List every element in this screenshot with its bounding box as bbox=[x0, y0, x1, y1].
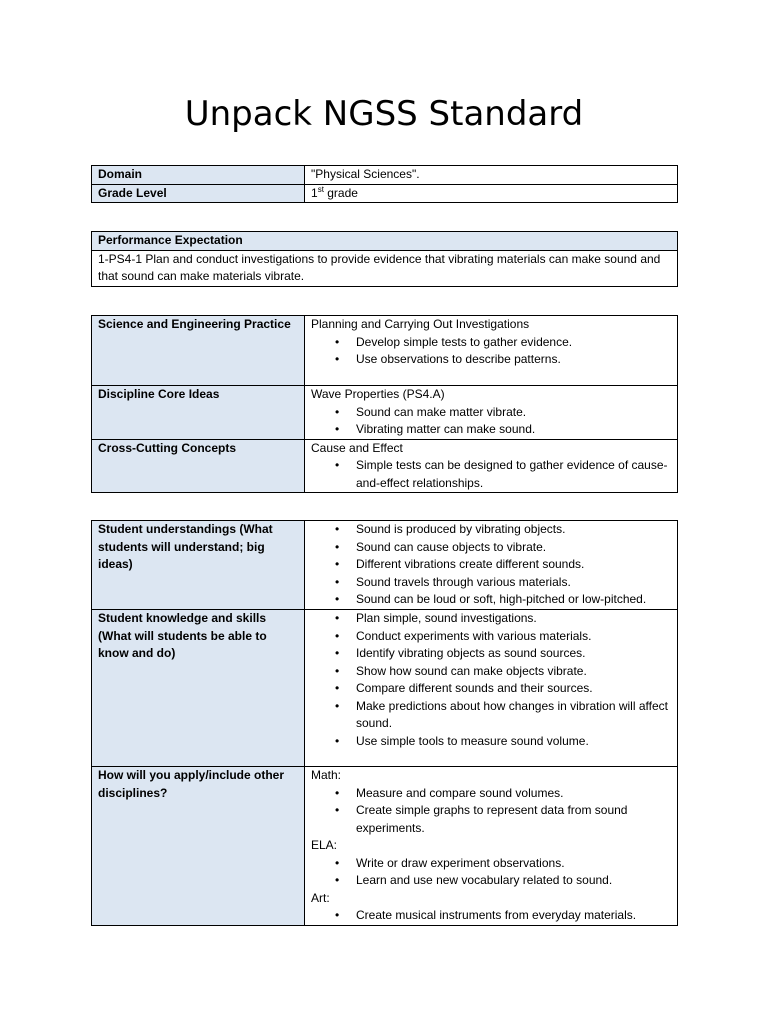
dimensions-table bbox=[91, 315, 678, 493]
ela-label: ELA: bbox=[311, 838, 338, 852]
performance-label: Performance Expectation bbox=[92, 232, 678, 251]
art-label: Art: bbox=[311, 890, 330, 905]
list-item: • Sound can make matter vibrate. bbox=[311, 404, 671, 422]
grade-number: 1 bbox=[311, 185, 318, 200]
sep-title: Planning and Carrying Out Investigations bbox=[311, 317, 530, 331]
list-item: • Write or draw experiment observations. bbox=[311, 855, 671, 873]
list-item: • Conduct experiments with various materials. bbox=[311, 628, 671, 646]
domain-label: Domain bbox=[92, 166, 305, 185]
dci-list bbox=[311, 404, 671, 439]
ccc-label: Cross-Cutting Concepts bbox=[92, 439, 305, 493]
list-item: • Vibrating matter can make sound. bbox=[311, 421, 671, 439]
dci-content bbox=[305, 386, 678, 440]
ela-list bbox=[311, 855, 671, 890]
grade-word: grade bbox=[323, 185, 358, 200]
understandings-label: Student understandings (What students will understand; big ideas) bbox=[92, 521, 305, 610]
list-item: • Show how sound can make objects vibrate. bbox=[311, 663, 671, 681]
math-label: Math: bbox=[311, 768, 342, 782]
learning-table bbox=[91, 520, 678, 926]
grade-level-value bbox=[305, 184, 678, 203]
performance-table bbox=[91, 231, 678, 287]
sep-label: Science and Engineering Practice bbox=[92, 316, 305, 386]
list-item: • Measure and compare sound volumes. bbox=[311, 785, 671, 803]
list-item: • Use observations to describe patterns. bbox=[311, 351, 671, 369]
disciplines-content bbox=[305, 767, 678, 926]
list-item: • Different vibrations create different sounds. bbox=[311, 556, 671, 574]
art-list bbox=[311, 907, 671, 925]
ccc-list bbox=[311, 457, 671, 492]
list-item: • Plan simple, sound investigations. bbox=[311, 610, 671, 628]
understandings-content bbox=[305, 521, 678, 610]
dci-label: Discipline Core Ideas bbox=[92, 386, 305, 440]
list-item: • Compare different sounds and their sources. bbox=[311, 680, 671, 698]
skills-content bbox=[305, 610, 678, 767]
sep-content bbox=[305, 316, 678, 386]
overview-table bbox=[91, 165, 678, 203]
list-item: • Simple tests can be designed to gather evidence of cause-and-effect relationships. bbox=[311, 457, 671, 492]
skills-list bbox=[311, 610, 671, 750]
sep-list bbox=[311, 334, 671, 369]
disciplines-label: How will you apply/include other disciplines? bbox=[92, 767, 305, 926]
performance-text: 1-PS4-1 Plan and conduct investigations to provide evidence that vibrating materials can make sound and that sound can make materials vibrate. bbox=[92, 250, 678, 286]
grade-level-label: Grade Level bbox=[92, 184, 305, 203]
list-item: • Create musical instruments from everyday materials. bbox=[311, 907, 671, 925]
domain-value: "Physical Sciences". bbox=[305, 166, 678, 185]
list-item: • Create simple graphs to represent data from sound experiments. bbox=[311, 802, 671, 837]
ccc-content bbox=[305, 439, 678, 493]
page-title: Unpack NGSS Standard bbox=[184, 94, 584, 134]
list-item: • Sound can cause objects to vibrate. bbox=[311, 539, 671, 557]
math-list bbox=[311, 785, 671, 838]
list-item: • Sound travels through various materials. bbox=[311, 574, 671, 592]
dci-title: Wave Properties (PS4.A) bbox=[311, 387, 445, 401]
list-item: • Sound is produced by vibrating objects. bbox=[311, 521, 671, 539]
list-item: • Learn and use new vocabulary related to sound. bbox=[311, 872, 671, 890]
list-item: • Make predictions about how changes in vibration will affect sound. bbox=[311, 698, 671, 733]
list-item: • Develop simple tests to gather evidence. bbox=[311, 334, 671, 352]
grade-suffix: st bbox=[317, 184, 324, 194]
list-item: • Identify vibrating objects as sound sources. bbox=[311, 645, 671, 663]
list-item: • Use simple tools to measure sound volume. bbox=[311, 733, 671, 751]
ccc-title: Cause and Effect bbox=[311, 440, 403, 455]
list-item: • Sound can be loud or soft, high-pitched or low-pitched. bbox=[311, 591, 671, 609]
understandings-list bbox=[311, 521, 671, 609]
skills-label: Student knowledge and skills (What will students be able to know and do) bbox=[92, 610, 305, 767]
